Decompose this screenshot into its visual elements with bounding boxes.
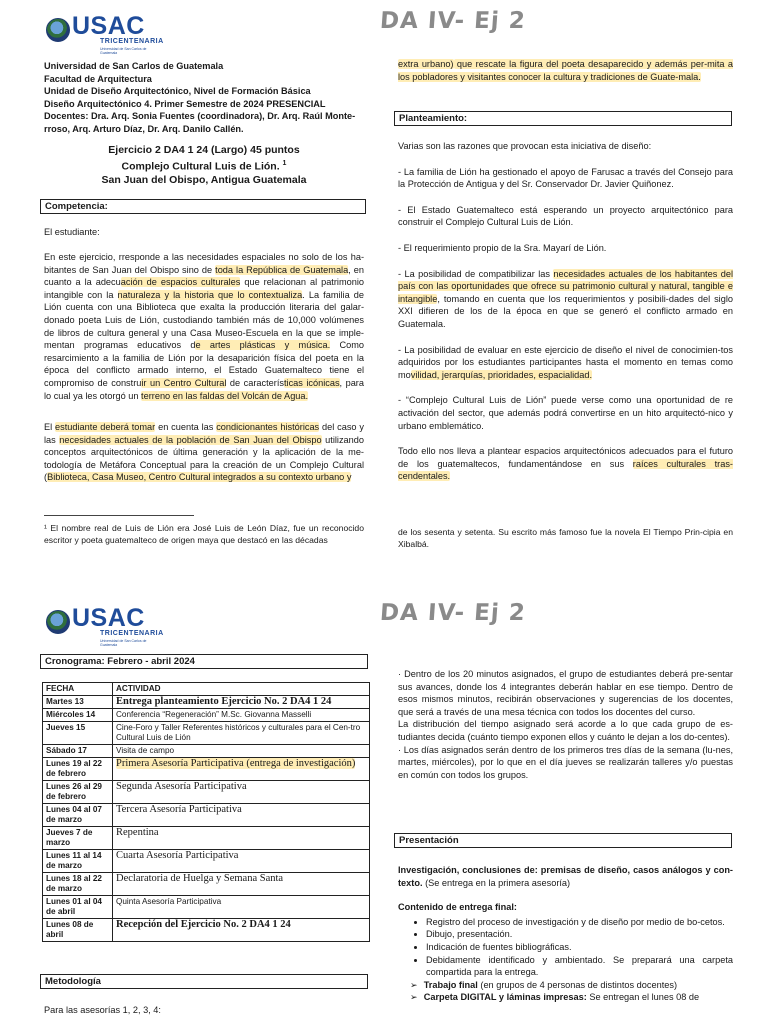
header-line: Universidad de San Carlos de Guatemala: [44, 61, 224, 71]
text: (Se entrega en la primera asesoría): [422, 877, 571, 888]
highlight: ir un Centro Cultural: [141, 377, 227, 388]
bold-text: Investigación, conclusiones de: premisas de diseño, casos análogos y con-texto.: [398, 865, 733, 888]
competencia-label: Competencia:: [40, 199, 366, 214]
cell-actividad: Repentina: [113, 827, 370, 850]
highlight: raíces culturales tras-cendentales.: [398, 458, 733, 482]
competencia-paragraph-1: [44, 251, 364, 402]
usac-logo: [44, 12, 164, 55]
text: Como resarcimiento a la familia de Lión por la desaparición física del poeta en la época del conflicto armado interno, el Estado Guatemalteco tiene el compromiso de constru: [44, 340, 365, 388]
cell-actividad: Cuarta Asesoría Participativa: [113, 850, 370, 873]
logo-word: USAC: [72, 604, 145, 632]
arrow-list: [398, 979, 733, 1004]
column-header: ACTIVIDAD: [113, 683, 370, 696]
right-paragraphs: [398, 668, 733, 781]
university-seal-icon: [46, 610, 70, 634]
table-row: [43, 745, 370, 758]
logo-sub: TRICENTENARIA: [100, 630, 164, 637]
list-item: [423, 991, 733, 1004]
planteamiento-body: [398, 140, 733, 483]
planteamiento-label: Planteamiento:: [394, 111, 732, 126]
text: Todo ello nos lleva a plantear espacios arquitectónicos adecuados para el futuro de los guatemaltecos, fundamentándose en sus: [398, 446, 733, 469]
docentes: [44, 110, 364, 135]
cell-fecha: Lunes 11 al 14 de marzo: [43, 850, 113, 873]
table-row: [43, 709, 370, 722]
table-row: [43, 850, 370, 873]
plant-intro: Varias son las razones que provocan esta iniciativa de diseño:: [398, 141, 652, 151]
text: , en cuanto a la adecu: [44, 264, 364, 288]
highlight: estudiante deberá tomar: [55, 422, 156, 432]
table-row: [43, 722, 370, 745]
highlight: ación de espacios culturales: [120, 277, 241, 288]
cell-fecha: Sábado 17: [43, 745, 113, 758]
header-block: [44, 60, 364, 136]
right-top-paragraph: [398, 58, 733, 83]
plant-item: - El Estado Guatemalteco está esperando un proyecto arquitectónico para construir el Complejo Cultural Luis de Lión.: [398, 204, 733, 228]
highlight: necesidades actuales de la población de San Juan del Obispo: [59, 434, 322, 445]
bold-text: Carpeta DIGITAL y láminas impresas:: [423, 992, 587, 1003]
text: El: [44, 422, 56, 432]
text: de caracterís: [226, 377, 284, 388]
logo-word: USAC: [72, 12, 145, 40]
logo-sub: TRICENTENARIA: [100, 38, 164, 45]
highlight: e artes plásticas y música.: [195, 340, 331, 351]
paragraph: La distribución del tiempo asignado será acorde a lo que cada grupo de es-tudiantes decida (cuánto tiempo exponen ellos y cuánto le dejan a los do-centes).: [398, 719, 733, 742]
highlight: Primera Asesoría Participativa (entrega de investigación): [116, 758, 356, 769]
cell-fecha: Lunes 26 al 29 de febrero: [43, 781, 113, 804]
paragraph: · Los días asignados serán dentro de los primeros tres días de la semana (lu-nes, martes, miércoles), por lo que en el día jueves se realizarán talleres y/o puestas en común con todos los grupos.: [398, 744, 733, 780]
cell-fecha: Jueves 15: [43, 722, 113, 745]
text: en cuenta las: [155, 422, 217, 432]
text: , tomando en cuenta que los requerimientos y posibili-dades del siglo XXI difieren de los de la época en que se generó el conflicto armado en Guatemala.: [398, 293, 733, 329]
text: , para lo cual ya les otorgó un: [44, 377, 364, 401]
footnote-left: ¹ El nombre real de Luis de Lión era José Luis de León Díaz, fue un reconocido escritor y poeta guatemalteco de origen maya que destacó en las décadas: [44, 523, 364, 545]
header-line: Facultad de Arquitectura: [44, 73, 152, 84]
table-row: [43, 804, 370, 827]
content-list: [398, 916, 733, 979]
list-item: • Debidamente identificado y ambientado. Se preparará una carpeta compartida para la entrega.: [426, 954, 733, 979]
highlight: condicionantes históricas: [216, 422, 320, 432]
exercise-place: San Juan del Obispo, Antigua Guatemala: [101, 173, 307, 186]
column-header: FECHA: [43, 683, 113, 696]
table-row: [43, 919, 370, 942]
text: que relacionan al patrimonio intangible con la: [44, 277, 364, 300]
text: - La posibilidad de compatibilizar las: [398, 268, 554, 279]
cell-fecha: Lunes 01 al 04 de abril: [43, 896, 113, 919]
text: utilizando conceptos arquitectónicos de última generación y la aplicación de la me-todología de Metáfora Conceptual para la creación de un Complejo Cultural (: [44, 434, 364, 483]
text: del caso y las: [44, 422, 364, 445]
list-item: • Indicación de fuentes bibliográficas.: [426, 941, 733, 954]
highlight: ticas icónicas: [283, 377, 340, 388]
cell-fecha: Jueves 7 de marzo: [43, 827, 113, 850]
cell-actividad: Entrega planteamiento Ejercicio No. 2 DA4 1 24: [113, 696, 370, 709]
cell-actividad: [113, 758, 370, 781]
exercise-subtitle: Complejo Cultural Luis de Lión.: [121, 160, 280, 173]
cell-actividad: Quinta Asesoría Participativa: [113, 896, 370, 919]
docentes-text: Docentes: Dra. Arq. Sonia Fuentes (coordinadora), Dr. Arq. Raúl Monte-rroso, Arq. Arturo Díaz, Dr. Arq. Danilo Callén.: [44, 111, 356, 134]
table-header-row: [43, 683, 370, 696]
usac-logo: [44, 604, 164, 647]
highlight: extra urbano): [398, 59, 454, 69]
cell-actividad: Tercera Asesoría Participativa: [113, 804, 370, 827]
plant-item: - “Complejo Cultural Luis de Lión” puede verse como una oportunidad de re activación del sector, que además podrá convertirse en un hito arquitectó-nico y urbano emblemático.: [398, 395, 733, 431]
footnote-ref: 1: [282, 160, 287, 167]
schedule-table: [42, 682, 370, 942]
cell-fecha: Lunes 18 al 22 de marzo: [43, 873, 113, 896]
presentacion-body: [398, 864, 733, 1004]
competencia-paragraph-2: [44, 421, 364, 484]
table-row: [43, 896, 370, 919]
footnote-right: de los sesenta y setenta. Su escrito más famoso fue la novela El Tiempo Prin-cipia en Xibalbá.: [398, 527, 733, 549]
logo-sub2: Universidad de San Carlos de Guatemala: [100, 47, 147, 55]
plant-close: [398, 445, 733, 483]
table-row: [43, 696, 370, 709]
highlight: terreno en las faldas del Volcán de Agua.: [141, 390, 309, 401]
text: (en grupos de 4 personas de distintos docentes): [477, 979, 678, 990]
cell-actividad: Segunda Asesoría Participativa: [113, 781, 370, 804]
bold-text: Trabajo final: [423, 979, 478, 990]
highlight: que rescate la figura del poeta desaparecido y además per-mita a los pobladores y visitantes conocer la cultura y tradiciones de Guate-mala.: [398, 59, 733, 82]
page-title: DA IV- Ej 2: [379, 8, 527, 34]
text: - La posibilidad de evaluar en este ejercicio de diseño el nivel de conocimien-tos adquiridos por los estudiantes participantes hasta el momento en temas como mo: [398, 344, 733, 380]
logo-sub2: Universidad de San Carlos de Guatemala: [100, 639, 147, 647]
plant-item: - La familia de Lión ha gestionado el apoyo de Farusac a través del Consejo para la Protección de Antigua y del Sr. Conservador Dr. Javier Quiñonez.: [398, 166, 733, 190]
text: En este ejercicio, rresponde a las necesidades espaciales no solo de los ha-bitantes de San Juan del Obispo sino de: [44, 252, 364, 275]
cell-actividad: Visita de campo: [113, 745, 370, 758]
plant-item: - El requerimiento propio de la Sra. Mayarí de Lión.: [398, 242, 607, 253]
cell-fecha: Lunes 04 al 07 de marzo: [43, 804, 113, 827]
contenido-label: Contenido de entrega final:: [398, 902, 517, 913]
metodologia-label: Metodología: [40, 974, 368, 989]
highlight: toda la República de Guatemala: [215, 264, 349, 275]
cell-fecha: Lunes 19 al 22 de febrero: [43, 758, 113, 781]
plant-item: [398, 268, 733, 331]
header-line: Diseño Arquitectónico 4. Primer Semestre de 2024 PRESENCIAL: [44, 98, 326, 109]
table-row: [43, 781, 370, 804]
text: . La familia de Lión cuenta con una Biblioteca que exalta la producción literaria del galar-donado poeta Luis de Lión, custodiando también más de 10,000 volúmenes de libros de cultura general y una Casa Museo-Escuela en la que se imple-mentan programas educativos d: [44, 289, 364, 351]
university-seal-icon: [46, 18, 70, 42]
table-row: [43, 827, 370, 850]
highlight: necesidades actuales de los habitantes del país con las oportunidades que ofrece su patrimonio cultural y natural, tangible e intangible: [398, 268, 734, 304]
table-row: [43, 873, 370, 896]
highlight: vilidad, jerarquías, prioridades, espacialidad.: [410, 369, 593, 380]
cell-actividad: Conferencia “Regeneración” M.Sc. Giovanna Masselli: [113, 709, 370, 722]
metodologia-text: Para las asesorías 1, 2, 3, 4:: [44, 1005, 161, 1015]
page-title: DA IV- Ej 2: [379, 600, 527, 626]
table-row: [43, 758, 370, 781]
presentacion-label: Presentación: [394, 833, 732, 848]
investigacion: [398, 864, 733, 889]
cell-fecha: Miércoles 14: [43, 709, 113, 722]
cell-fecha: Lunes 08 de abril: [43, 919, 113, 942]
header-line: Unidad de Diseño Arquitectónico, Nivel de Formación Básica: [44, 86, 311, 97]
el-estudiante: El estudiante:: [44, 227, 100, 237]
cell-actividad: Cine-Foro y Taller Referentes históricos y culturales para el Cen-tro Cultural Luis de Lión: [113, 722, 370, 745]
highlight: Biblioteca, Casa Museo, Centro Cultural integrados a su contexto urbano y: [47, 472, 352, 483]
exercise-title-block: [44, 144, 364, 187]
cell-actividad: Recepción del Ejercicio No. 2 DA4 1 24: [113, 919, 370, 942]
highlight: naturaleza y la historia que lo contextualiza: [117, 289, 303, 300]
list-item: • Registro del proceso de investigación y de diseño por medio de bo-cetos.: [426, 916, 733, 929]
cronograma-label: Cronograma: Febrero - abril 2024: [40, 654, 368, 669]
cell-actividad: Declaratoria de Huelga y Semana Santa: [113, 873, 370, 896]
paragraph: · Dentro de los 20 minutos asignados, el grupo de estudiantes deberá pre-sentar sus avances, donde los 4 integrantes deberán hablar en ese tiempo. Dentro de esos mismos minutos, recibirán observaciones y sugerencias de los docentes, que será a través de una mesa técnica con todos los docentes del curso.: [398, 669, 733, 717]
plant-item: [398, 344, 733, 382]
footnote-divider: [44, 515, 194, 516]
exercise-title: Ejercicio 2 DA4 1 24 (Largo) 45 puntos: [108, 144, 300, 156]
list-item: [423, 979, 733, 992]
text: Se entregan el lunes 08 de: [586, 992, 700, 1003]
cell-fecha: Martes 13: [43, 696, 113, 709]
list-item: • Dibujo, presentación.: [426, 928, 733, 941]
